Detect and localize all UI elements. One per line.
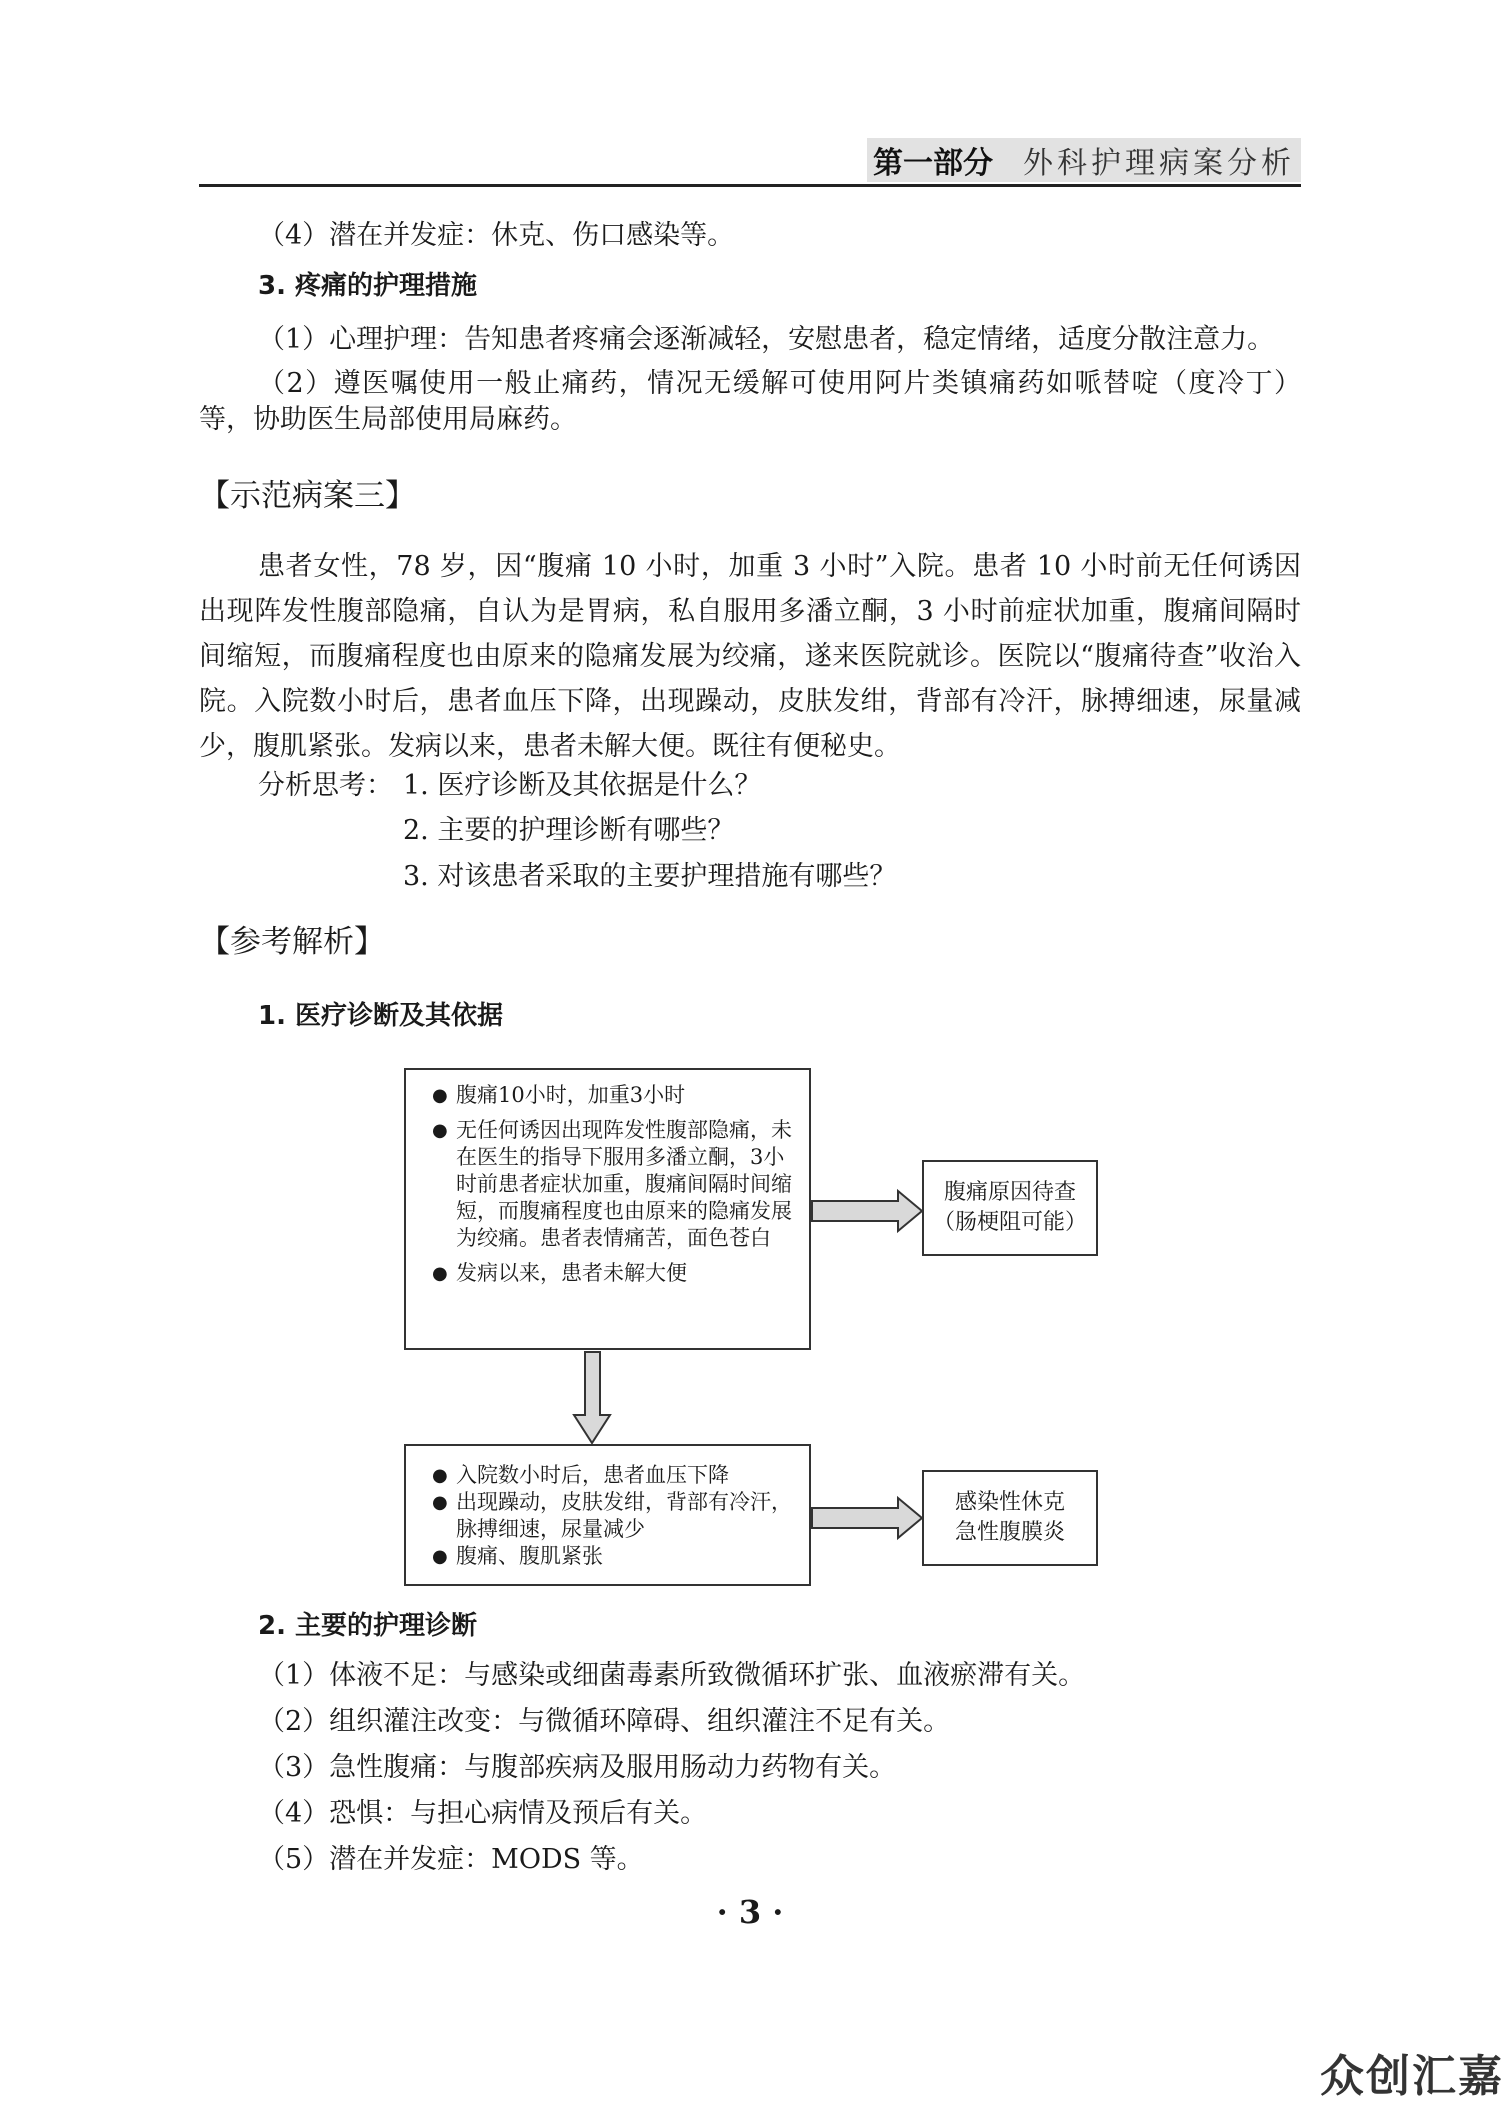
case-title: 【示范病案三】	[199, 478, 416, 514]
heading-nursing-diagnosis: 2. 主要的护理诊断	[258, 1611, 478, 1641]
symptom-item: ● 出现躁动，皮肤发绀，背部有冷汗，脉搏细速，尿量减少	[432, 1489, 795, 1543]
flow-result-2	[922, 1470, 1098, 1566]
symptom-item: ● 腹痛、腹肌紧张	[432, 1543, 795, 1570]
page-number: · 3 ·	[716, 1893, 784, 1931]
pain-care-item-2: （2）遵医嘱使用一般止痛药，情况无缓解可使用阿片类镇痛药如哌替啶（度冷丁）等，协助医生局部使用局麻药。	[199, 368, 1301, 435]
symptom-item: ● 入院数小时后，患者血压下降	[432, 1462, 795, 1489]
diagnosis-item: （4）恐惧：与担心病情及预后有关。	[258, 1798, 708, 1829]
symptom-item: ● 发病以来，患者未解大便	[432, 1260, 795, 1287]
heading-pain-care: 3. 疼痛的护理措施	[258, 271, 478, 301]
result-1-line-2: （肠梗阻可能）	[932, 1210, 1087, 1235]
complication-item: （4）潜在并发症：休克、伤口感染等。	[258, 220, 735, 251]
flow-result-1	[922, 1160, 1098, 1256]
question-1: 1. 医疗诊断及其依据是什么？	[403, 770, 762, 801]
case-body: 患者女性，78 岁，因“腹痛 10 小时，加重 3 小时”入院。患者 10 小时前无任何诱因出现阵发性腹部隐痛，自认为是胃病，私自服用多潘立酮，3 小时前症状加重，腹痛间隔时间缩短，而腹痛程度也由原来的隐痛发展为绞痛，遂来医院就诊。医院以“腹痛待查”收治入院。入院数小时后，患者血压下降，出现躁动，皮肤发绀，背部有冷汗，脉搏细速，尿量减少，腹肌紧张。发病以来，患者未解大便。既往有便秘史。	[199, 551, 1301, 762]
heading-diagnosis-basis: 1. 医疗诊断及其依据	[258, 1001, 504, 1031]
result-2-line-2: 急性腹膜炎	[954, 1520, 1065, 1545]
result-1-line-1: 腹痛原因待查	[943, 1180, 1076, 1205]
diagnosis-item: （3）急性腹痛：与腹部疾病及服用肠动力药物有关。	[258, 1752, 897, 1783]
reference-title: 【参考解析】	[199, 924, 385, 960]
flow-box-later-symptoms	[404, 1444, 811, 1586]
question-2: 2. 主要的护理诊断有哪些？	[403, 815, 735, 846]
diagnosis-item: （1）体液不足：与感染或细菌毒素所致微循环扩张、血液瘀滞有关。	[258, 1660, 1086, 1691]
diagnosis-item: （2）组织灌注改变：与微循环障碍、组织灌注不足有关。	[258, 1706, 951, 1737]
question-label: 分析思考：	[258, 770, 393, 801]
symptom-item: ● 腹痛10小时，加重3小时	[432, 1082, 795, 1109]
symptom-item: ● 无任何诱因出现阵发性腹部隐痛，未在医生的指导下服用多潘立酮，3小时前患者症状加重，腹痛间隔时间缩短，而腹痛程度也由原来的隐痛发展为绞痛。患者表情痛苦，面色苍白	[432, 1117, 795, 1252]
part-label: 第一部分	[873, 146, 993, 181]
question-3: 3. 对该患者采取的主要护理措施有哪些？	[403, 861, 897, 892]
result-2-line-1: 感染性休克	[954, 1490, 1065, 1515]
flow-box-initial-symptoms	[404, 1068, 811, 1350]
part-title: 外科护理病案分析	[1023, 146, 1295, 181]
diagnosis-item: （5）潜在并发症：MODS 等。	[258, 1844, 644, 1875]
pain-care-item-1: （1）心理护理：告知患者疼痛会逐渐减轻，安慰患者，稳定情绪，适度分散注意力。	[258, 324, 1275, 355]
watermark-logo: 众创汇嘉	[1320, 2051, 1504, 2102]
